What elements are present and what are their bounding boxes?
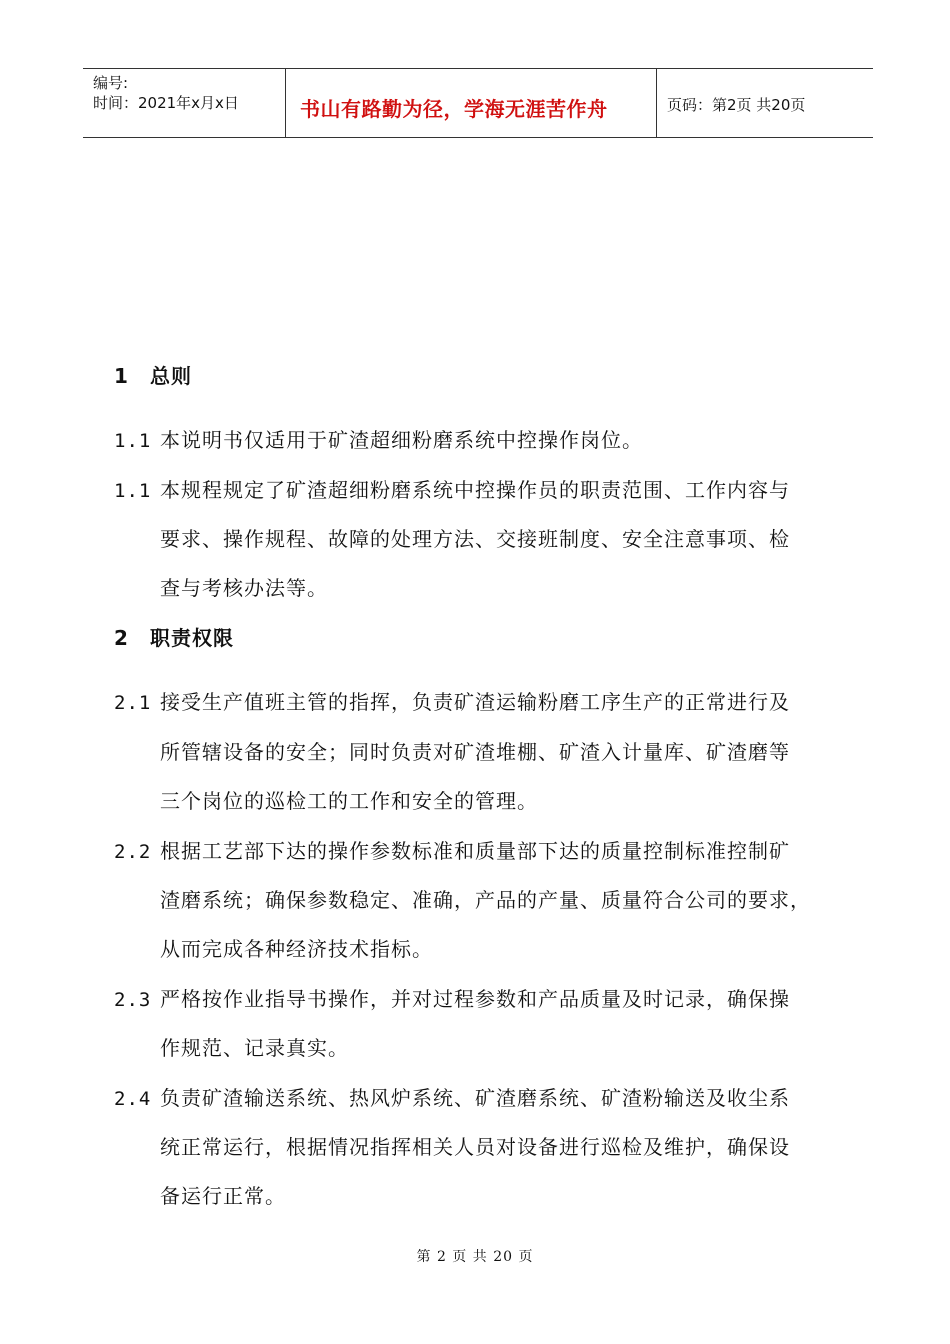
list-item	[114, 424, 643, 453]
document-time-label: 时间：2021年x月x日	[93, 94, 239, 112]
header-motto: 书山有路勤为径，学海无涯苦作舟	[300, 97, 608, 121]
item-text-continued: 三个岗位的巡检工的工作和安全的管理。	[160, 789, 538, 813]
item-text-continued: 从而完成各种经济技术指标。	[160, 937, 433, 961]
item-text: 根据工艺部下达的操作参数标准和质量部下达的质量控制标准控制矿	[160, 839, 790, 863]
item-text: 本说明书仅适用于矿渣超细粉磨系统中控操作岗位。	[160, 428, 643, 452]
section-title: 总则	[150, 364, 192, 388]
list-item	[114, 983, 790, 1012]
item-text-continued: 作规范、记录真实。	[160, 1036, 349, 1060]
header-page-cell	[657, 69, 873, 137]
item-text-continued: 统正常运行，根据情况指挥相关人员对设备进行巡检及维护，确保设	[160, 1135, 790, 1159]
header-page-number: 页码：第2页 共20页	[667, 96, 806, 114]
header-info-cell	[83, 69, 286, 137]
list-item	[114, 686, 790, 715]
item-number: 2.2	[114, 841, 152, 863]
item-text-continued: 所管辖设备的安全；同时负责对矿渣堆棚、矿渣入计量库、矿渣磨等	[160, 740, 790, 764]
item-number: 2.3	[114, 989, 152, 1011]
list-item	[114, 474, 790, 503]
page-header	[83, 68, 873, 138]
item-text: 本规程规定了矿渣超细粉磨系统中控操作员的职责范围、工作内容与	[160, 478, 790, 502]
section-number: 2	[114, 626, 129, 650]
list-item	[114, 1082, 790, 1111]
document-number-label: 编号:	[93, 74, 129, 92]
page-footer: 第 2 页 共 20 页	[416, 1249, 534, 1265]
item-text-continued: 渣磨系统；确保参数稳定、准确，产品的产量、质量符合公司的要求，	[160, 888, 811, 912]
section-title: 职责权限	[150, 626, 234, 650]
item-text: 接受生产值班主管的指挥，负责矿渣运输粉磨工序生产的正常进行及	[160, 690, 790, 714]
section-heading	[114, 360, 192, 389]
item-number: 2.1	[114, 692, 152, 714]
item-text-continued: 备运行正常。	[160, 1184, 286, 1208]
item-number: 1.1	[114, 480, 152, 502]
section-number: 1	[114, 364, 129, 388]
item-text: 负责矿渣输送系统、热风炉系统、矿渣磨系统、矿渣粉输送及收尘系	[160, 1086, 790, 1110]
section-heading	[114, 622, 234, 651]
item-number: 2.4	[114, 1088, 152, 1110]
item-number: 1.1	[114, 430, 152, 452]
list-item	[114, 835, 790, 864]
item-text-continued: 查与考核办法等。	[160, 576, 328, 600]
item-text: 严格按作业指导书操作，并对过程参数和产品质量及时记录，确保操	[160, 987, 790, 1011]
header-motto-cell	[286, 69, 657, 137]
item-text-continued: 要求、操作规程、故障的处理方法、交接班制度、安全注意事项、检	[160, 527, 790, 551]
